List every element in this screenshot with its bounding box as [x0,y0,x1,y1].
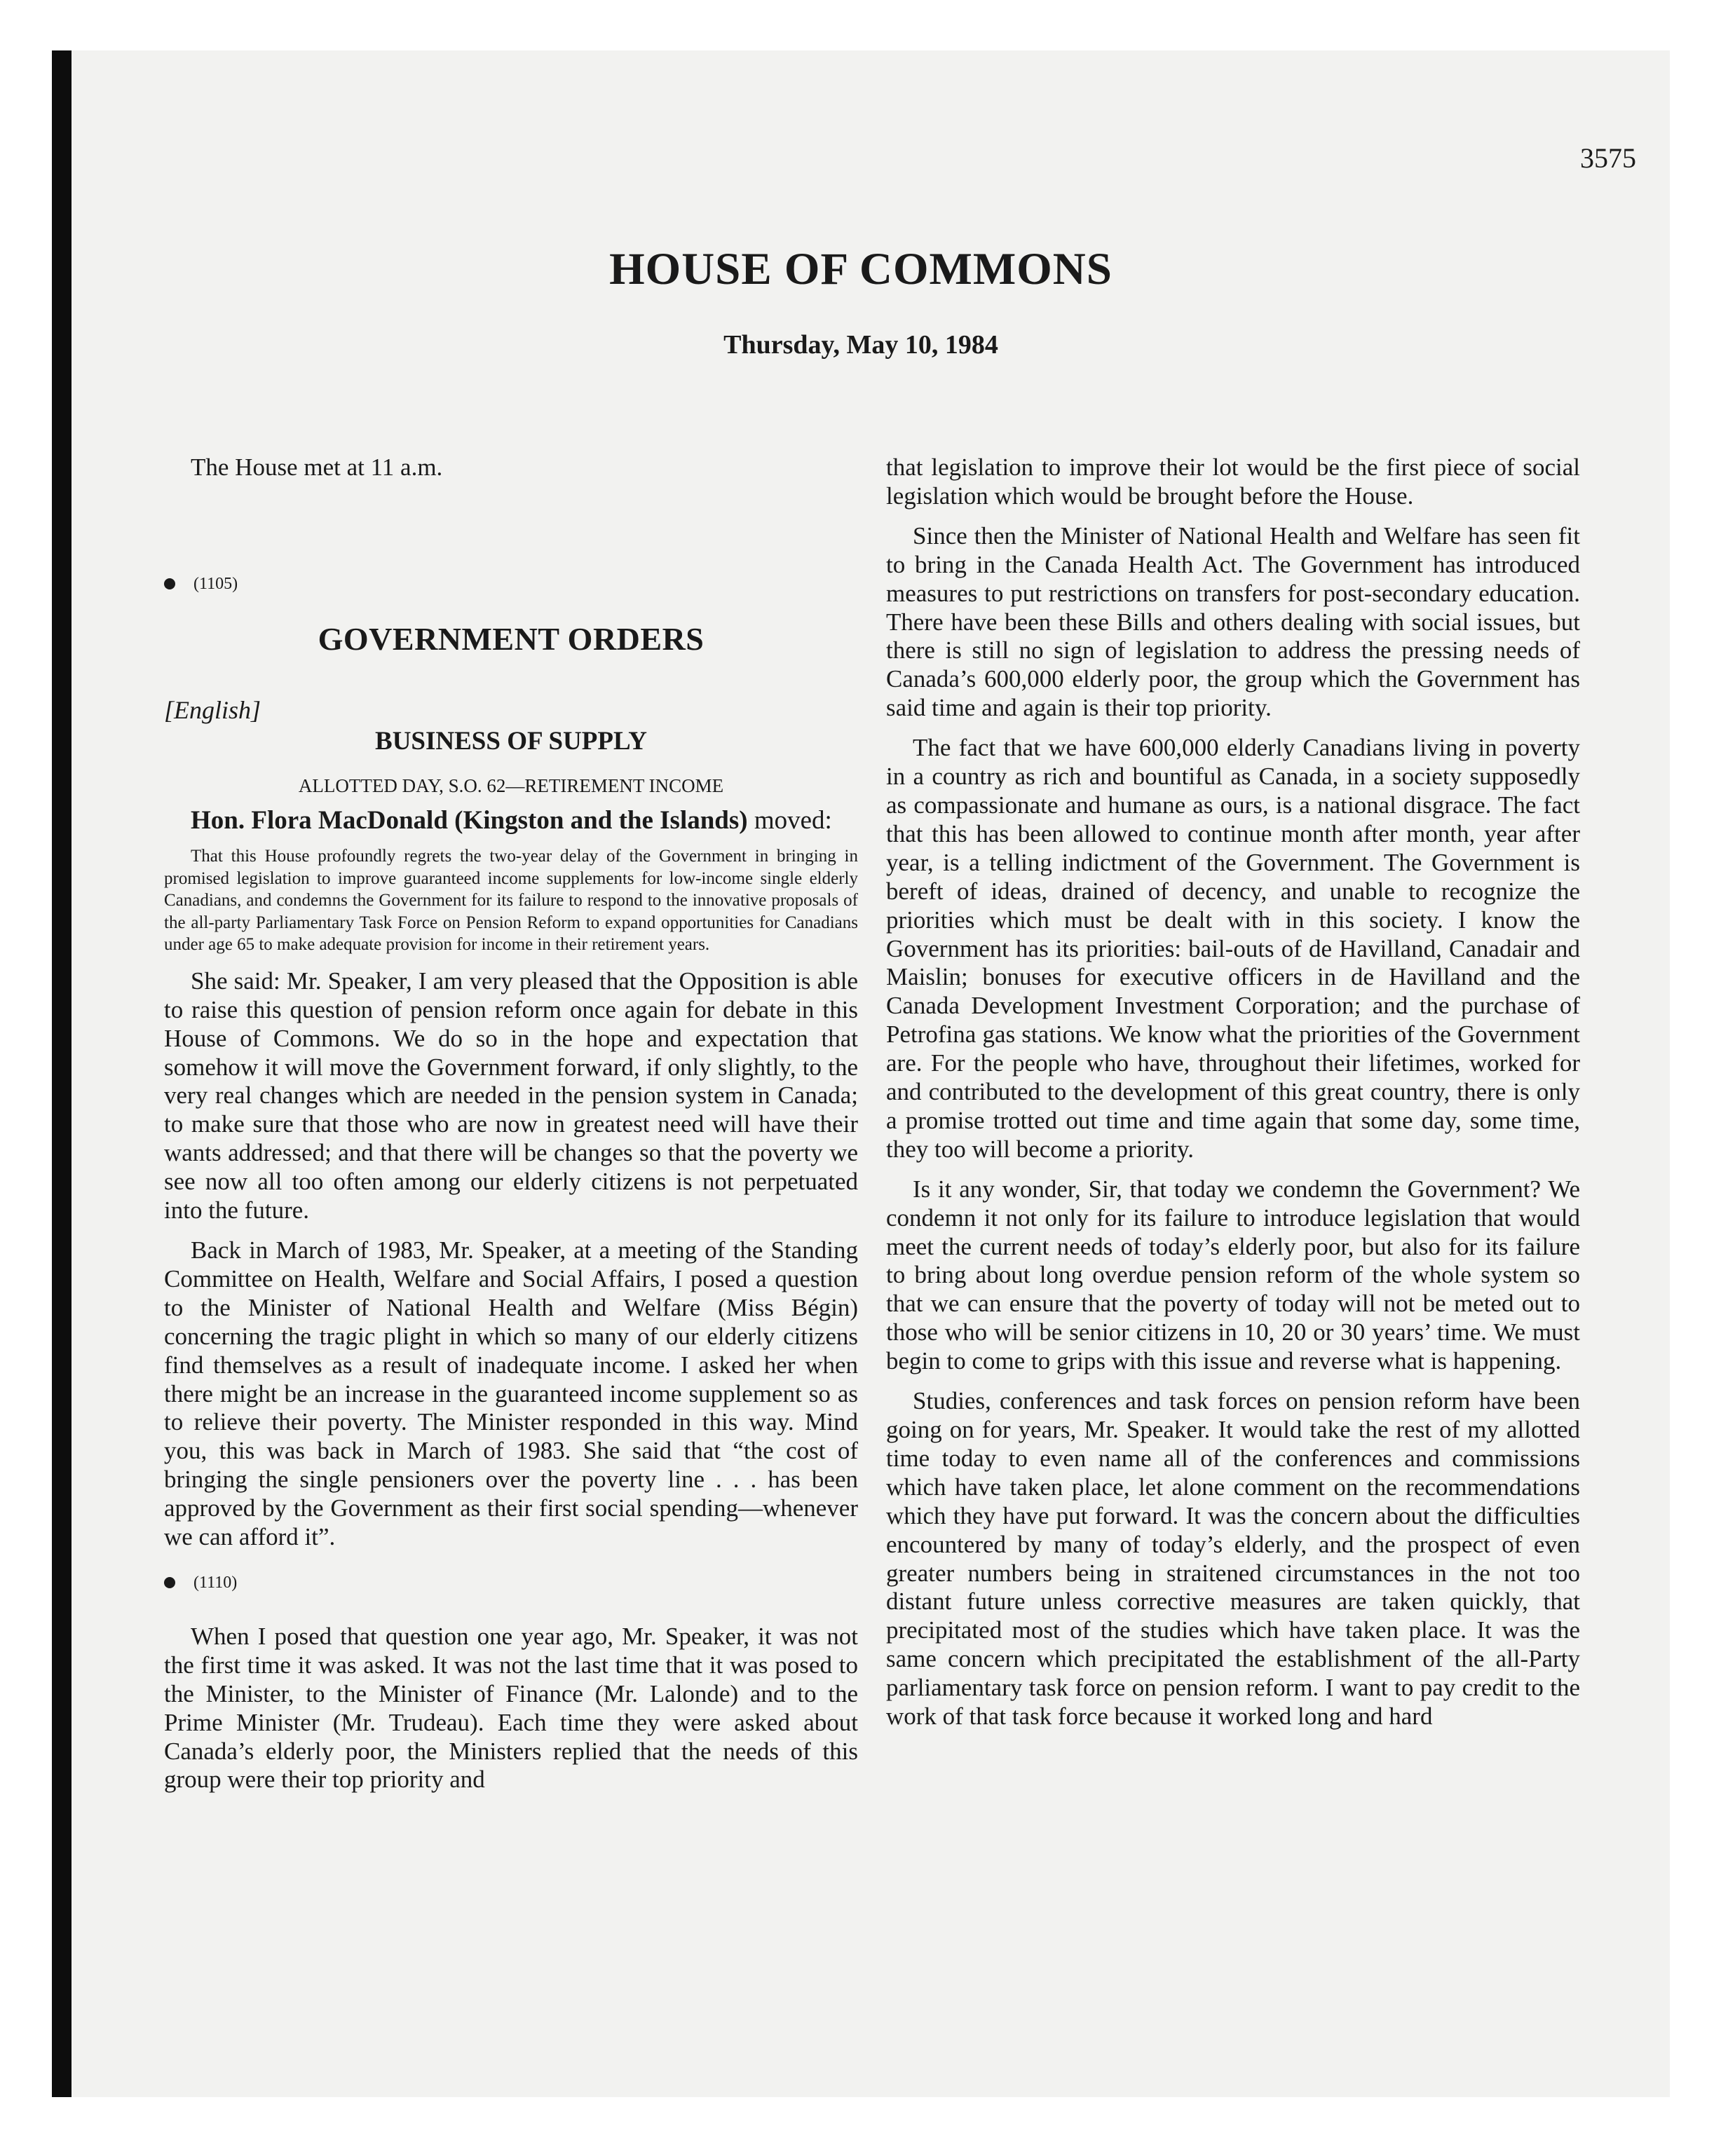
paragraph: Since then the Minister of National Health and Welfare has seen fit to bring in the Canada Health Act. The Government has introduced measures to put restrictions on transfers for post-secondary education. There have been these Bills and others dealing with social issues, but there is still no sign of legislation to address the pressing needs of Canada’s 600,000 elderly poor, the group which the Government has said time and again is their top priority. [886,521,1580,722]
subheading: BUSINESS OF SUPPLY [375,726,647,756]
time-marker-1110 [164,1569,858,1597]
allotted-day-heading: ALLOTTED DAY, S.O. 62—RETIREMENT INCOME [298,775,724,796]
paragraph-continuation: that legislation to improve their lot would be the first piece of social legislation which would be brought before the House. [886,453,1580,510]
time-marker-1105 [164,570,858,599]
paragraph: Studies, conferences and task forces on pension reform have been going on for years, Mr. Speaker. It would take the rest of my allotted time today to even name all of the conferences and commissions which have taken place, let alone comment on the recommendations which they have put forward. It was the concern about the difficulties encountered by many of today’s elderly, and the prospect of even greater numbers being in straitened circumstances in the not too distant future unless corrective measures are taken quickly, that precipitated most of the studies which have taken place. It was the same concern which precipitated the establishment of the all-Party parliamentary task force on pension reform. I want to pay credit to the work of that task force because it worked long and hard [886,1387,1580,1731]
paragraph: Back in March of 1983, Mr. Speaker, at a meeting of the Standing Committee on Health, Welfare and Social Affairs, I posed a question to the Minister of National Health and Welfare (Miss Bégin) concerning the tragic plight in which so many of our elderly citizens find themselves as a result of inadequate income. I asked her when there might be an increase in the guaranteed income supplement so as to relieve their poverty. The Minister responded in this way. Mind you, this was back in March of 1983. She said that “the cost of bringing the single pensioners over the poverty line . . . has been approved by the Government as their first social spending—whenever we can afford it”. [164,1236,858,1551]
paragraph: She said: Mr. Speaker, I am very pleased that the Opposition is able to raise this question of pension reform once again for debate in this House of Commons. We do so in the hope and expectation that somehow it will move the Government forward, if only slightly, to the very real changes which are needed in the pension system in Canada; to make sure that those who are now in greatest need will have their wants addressed; and that there will be changes so that the poverty we see now all too often among our elderly citizens is not perpetuated into the future. [164,967,858,1224]
house-title: HOUSE OF COMMONS [609,244,1113,294]
right-column [886,453,1580,1731]
language-tag: [English] [164,695,261,724]
time-marker-label: (1105) [193,574,238,593]
left-column [164,453,858,1794]
paragraph: When I posed that question one year ago, Mr. Speaker, it was not the first time it was asked. It was not the last time that it was posed to the Minister, to the Minister of Finance (Mr. Lalonde) and to the Prime Minister (Mr. Trudeau). Each time they were asked about Canada’s elderly poor, the Ministers replied that the needs of this group were their top priority and [164,1622,858,1794]
bullet-icon [164,1577,175,1588]
page-number: 3575 [1580,142,1636,174]
section-heading: GOVERNMENT ORDERS [318,620,705,657]
sitting-date: Thursday, May 10, 1984 [723,330,998,360]
paragraph: The fact that we have 600,000 elderly Canadians living in poverty in a country as rich and bountiful as Canada, in a society supposedly as compassionate and humane as ours, is a national disgrace. The fact that this has been allowed to continue month after month, year after year, is a telling indictment of the Government. The Government is bereft of ideas, drained of decency, and unable to recognize the priorities which must be dealt with in this society. I know the Government has its priorities: bail-outs of de Havilland, Canadair and Maislin; bonuses for executive officers in de Havilland and the Canada Development Investment Corporation; and the purchase of Petrofina gas stations. We know what the priorities of the Government are. For the people who have, throughout their lifetimes, worked for and contributed to the development of this great country, there is only a promise trotted out time and time again that some day, some time, they too will become a priority. [886,734,1580,1163]
house-met-line: The House met at 11 a.m. [191,453,443,481]
document-page [52,50,1670,2097]
time-marker-label: (1110) [193,1573,238,1592]
mover-line [164,807,858,835]
paragraph: Is it any wonder, Sir, that today we condemn the Government? We condemn it not only for its failure to introduce legislation that would meet the current needs of today’s elderly poor, but also for its failure to bring about long overdue pension reform of the whole system so that we can ensure that the poverty of today will not be meted out to those who will be senior citizens in 10, 20 or 30 years’ time. We must begin to come to grips with this issue and reverse what is happening. [886,1175,1580,1375]
mover-verb: moved: [747,806,832,835]
motion-text: That this House profoundly regrets the two-year delay of the Government in bringing in promised legislation to improve guaranteed income supplements for low-income single elderly Canadians, and condemns the Government for its failure to respond to the innovative proposals of the all-party Parliamentary Task Force on Pension Reform to expand opportunities for Canadians under age 65 to make adequate provision for income in their retirement years. [164,847,858,955]
bullet-icon [164,578,175,589]
mover-name: Hon. Flora MacDonald (Kingston and the Islands) [191,806,748,835]
